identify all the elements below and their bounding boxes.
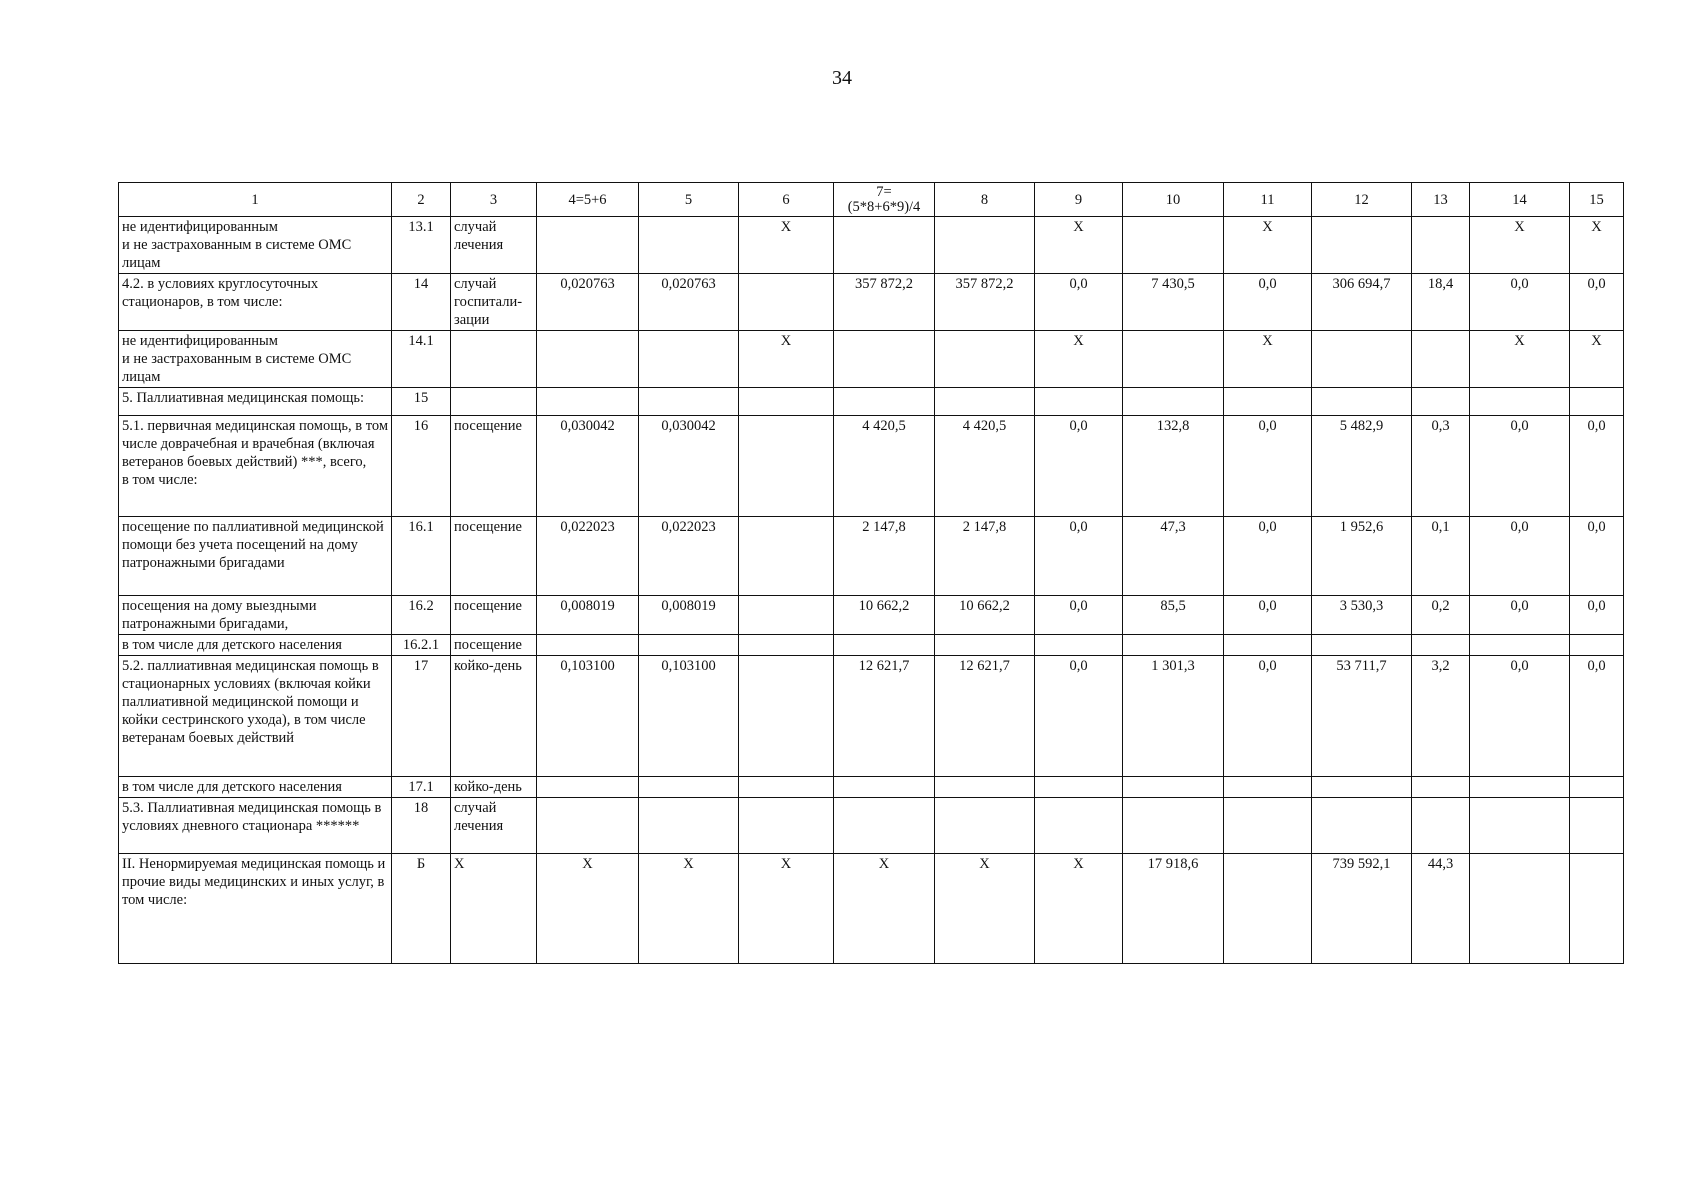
table-cell: 0,103100 [537, 656, 639, 777]
table-cell [1312, 331, 1412, 388]
column-header-7: 7= (5*8+6*9)/4 [834, 183, 935, 217]
table-row [119, 331, 1624, 388]
row-label-cell: в том числе для детского населения [119, 635, 392, 656]
table-cell [1224, 635, 1312, 656]
table-cell [537, 777, 639, 798]
table-cell [1470, 777, 1570, 798]
table-cell: 4 420,5 [935, 416, 1035, 517]
table-cell [1570, 777, 1624, 798]
table-cell: Х [1224, 331, 1312, 388]
table-cell: 0,0 [1570, 656, 1624, 777]
table-cell: Х [1570, 217, 1624, 274]
table-cell [1470, 854, 1570, 964]
table-cell [537, 331, 639, 388]
table-cell: Б [392, 854, 451, 964]
table-cell: случай лечения [451, 217, 537, 274]
table-cell: случай лечения [451, 798, 537, 854]
table-cell: 306 694,7 [1312, 274, 1412, 331]
row-label-cell: в том числе для детского населения [119, 777, 392, 798]
table-cell [739, 388, 834, 416]
table-cell [639, 217, 739, 274]
table-cell: Х [935, 854, 1035, 964]
table-cell: 2 147,8 [935, 517, 1035, 596]
table-cell: 0,0 [1224, 596, 1312, 635]
tariff-table [118, 182, 1624, 964]
column-header-10: 10 [1123, 183, 1224, 217]
table-cell: Х [537, 854, 639, 964]
table-cell: 0,0 [1035, 596, 1123, 635]
table-cell [834, 388, 935, 416]
table-cell: 12 621,7 [935, 656, 1035, 777]
table-cell [1470, 798, 1570, 854]
table-cell: 0,0 [1470, 416, 1570, 517]
table-cell [1035, 388, 1123, 416]
table-cell: Х [739, 331, 834, 388]
table-cell: 17.1 [392, 777, 451, 798]
table-cell: 3,2 [1412, 656, 1470, 777]
column-header-4: 4=5+6 [537, 183, 639, 217]
table-cell: 18,4 [1412, 274, 1470, 331]
table-cell: 0,1 [1412, 517, 1470, 596]
table-cell: 53 711,7 [1312, 656, 1412, 777]
table-cell [935, 635, 1035, 656]
table-cell [1123, 331, 1224, 388]
column-header-14: 14 [1470, 183, 1570, 217]
table-cell: 0,030042 [639, 416, 739, 517]
table-cell: 0,020763 [537, 274, 639, 331]
table-cell [1570, 635, 1624, 656]
table-row [119, 416, 1624, 517]
table-cell [1312, 777, 1412, 798]
table-cell: 17 918,6 [1123, 854, 1224, 964]
header-row [119, 183, 1624, 217]
table-cell [739, 596, 834, 635]
table-cell: 2 147,8 [834, 517, 935, 596]
table-cell: 17 [392, 656, 451, 777]
table-cell: 0,0 [1570, 416, 1624, 517]
table-cell [1412, 635, 1470, 656]
table-cell: койко-день [451, 777, 537, 798]
table-cell [739, 274, 834, 331]
column-header-8: 8 [935, 183, 1035, 217]
table-cell [1224, 388, 1312, 416]
table-row [119, 596, 1624, 635]
table-cell [935, 777, 1035, 798]
table-cell: 3 530,3 [1312, 596, 1412, 635]
column-header-12: 12 [1312, 183, 1412, 217]
table-cell [1123, 635, 1224, 656]
table-cell [1035, 798, 1123, 854]
table-row [119, 656, 1624, 777]
table-cell: 0,0 [1035, 517, 1123, 596]
row-label-cell: 5.2. паллиативная медицинская помощь в стационарных условиях (включая койки паллиативной медицинской помощи и койки сестринского ухода), в том числе ветеранам боевых действий [119, 656, 392, 777]
table-cell: 0,008019 [639, 596, 739, 635]
table-cell [935, 331, 1035, 388]
table-cell [1224, 798, 1312, 854]
table-cell [1312, 217, 1412, 274]
table-cell: случай госпитали- зации [451, 274, 537, 331]
table-row [119, 217, 1624, 274]
table-cell [1570, 854, 1624, 964]
column-header-6: 6 [739, 183, 834, 217]
table-cell [1123, 777, 1224, 798]
table-cell: 16.2 [392, 596, 451, 635]
table-cell: Х [639, 854, 739, 964]
table-cell: Х [451, 854, 537, 964]
table-cell: 357 872,2 [935, 274, 1035, 331]
table-cell [1123, 217, 1224, 274]
table-cell: посещение [451, 517, 537, 596]
table-cell: 0,008019 [537, 596, 639, 635]
table-cell [1312, 388, 1412, 416]
row-label-cell: посещение по паллиативной медицинской помощи без учета посещений на дому патронажными бригадами [119, 517, 392, 596]
table-cell [537, 217, 639, 274]
table-cell: 0,0 [1035, 656, 1123, 777]
table-cell: посещение [451, 596, 537, 635]
table-cell [834, 331, 935, 388]
table-cell: 14.1 [392, 331, 451, 388]
table-cell [1470, 388, 1570, 416]
table-cell [1224, 854, 1312, 964]
table-cell: 14 [392, 274, 451, 331]
table-cell [1312, 798, 1412, 854]
table-cell: Х [1035, 217, 1123, 274]
table-cell: 0,0 [1570, 274, 1624, 331]
table-cell [451, 331, 537, 388]
table-cell [739, 635, 834, 656]
table-cell: 5 482,9 [1312, 416, 1412, 517]
table-cell: Х [1570, 331, 1624, 388]
table-cell: 12 621,7 [834, 656, 935, 777]
table-cell [1123, 388, 1224, 416]
table-body [119, 217, 1624, 964]
row-label-cell: не идентифицированным и не застрахованным в системе ОМС лицам [119, 217, 392, 274]
table-cell: 10 662,2 [935, 596, 1035, 635]
table-cell [537, 388, 639, 416]
table-cell [1123, 798, 1224, 854]
table-cell [935, 798, 1035, 854]
table-cell: 7 430,5 [1123, 274, 1224, 331]
table-cell: Х [1035, 331, 1123, 388]
table-cell: посещение [451, 635, 537, 656]
table-cell [639, 777, 739, 798]
table-cell [739, 416, 834, 517]
table-cell: посещение [451, 416, 537, 517]
page-number: 34 [832, 67, 852, 89]
table-cell [1470, 635, 1570, 656]
table-cell [834, 217, 935, 274]
row-label-cell: 5.3. Паллиативная медицинская помощь в условиях дневного стационара ****** [119, 798, 392, 854]
table-cell: 1 301,3 [1123, 656, 1224, 777]
table-cell [451, 388, 537, 416]
table-cell: 1 952,6 [1312, 517, 1412, 596]
table-cell: 0,0 [1470, 656, 1570, 777]
table-cell: 0,0 [1224, 274, 1312, 331]
table-cell: 44,3 [1412, 854, 1470, 964]
table-cell: 0,030042 [537, 416, 639, 517]
row-label-cell: 4.2. в условиях круглосуточных стационаров, в том числе: [119, 274, 392, 331]
table-cell: 47,3 [1123, 517, 1224, 596]
table-cell: 0,0 [1224, 656, 1312, 777]
table-cell: 85,5 [1123, 596, 1224, 635]
table-cell: Х [1224, 217, 1312, 274]
table-row [119, 635, 1624, 656]
table-cell [935, 217, 1035, 274]
table-row [119, 798, 1624, 854]
table-cell [834, 777, 935, 798]
table-cell [1312, 635, 1412, 656]
table-cell [935, 388, 1035, 416]
table-cell [834, 635, 935, 656]
table-cell [834, 798, 935, 854]
table-cell: 0,3 [1412, 416, 1470, 517]
column-header-1: 1 [119, 183, 392, 217]
table-cell: 15 [392, 388, 451, 416]
table-cell [1570, 798, 1624, 854]
table-cell: 0,0 [1470, 274, 1570, 331]
table-cell: 0,020763 [639, 274, 739, 331]
table-cell: Х [1470, 331, 1570, 388]
table-cell: 0,022023 [537, 517, 639, 596]
table-cell: Х [1470, 217, 1570, 274]
table-cell: Х [739, 217, 834, 274]
table-row [119, 777, 1624, 798]
table-cell [639, 388, 739, 416]
table-cell: 0,0 [1570, 517, 1624, 596]
table-cell [1570, 388, 1624, 416]
table-cell [739, 777, 834, 798]
table-cell: 0,2 [1412, 596, 1470, 635]
table-cell [1412, 777, 1470, 798]
table-cell: 0,0 [1224, 517, 1312, 596]
table-cell: 0,0 [1035, 274, 1123, 331]
table-cell [739, 798, 834, 854]
table-cell: 18 [392, 798, 451, 854]
column-header-13: 13 [1412, 183, 1470, 217]
table-cell [739, 517, 834, 596]
table-cell: 0,0 [1470, 596, 1570, 635]
table-cell: 132,8 [1123, 416, 1224, 517]
table-cell: Х [739, 854, 834, 964]
table-cell [537, 635, 639, 656]
table-cell: 0,0 [1570, 596, 1624, 635]
row-label-cell: не идентифицированным и не застрахованным в системе ОМС лицам [119, 331, 392, 388]
table-cell: 0,0 [1224, 416, 1312, 517]
table-cell [1412, 217, 1470, 274]
table-cell: 0,103100 [639, 656, 739, 777]
table-row [119, 854, 1624, 964]
row-label-cell: II. Ненормируемая медицинская помощь и прочие виды медицинских и иных услуг, в том числе: [119, 854, 392, 964]
table-cell [537, 798, 639, 854]
table-cell: 16 [392, 416, 451, 517]
row-label-cell: 5.1. первичная медицинская помощь, в том числе доврачебная и врачебная (включая ветеранов боевых действий) ***, всего, в том числе: [119, 416, 392, 517]
table-cell: 4 420,5 [834, 416, 935, 517]
table-cell: Х [1035, 854, 1123, 964]
table-row [119, 517, 1624, 596]
table-cell [639, 798, 739, 854]
column-header-2: 2 [392, 183, 451, 217]
table-cell: 16.2.1 [392, 635, 451, 656]
table-row [119, 274, 1624, 331]
row-label-cell: 5. Паллиативная медицинская помощь: [119, 388, 392, 416]
table-cell [1412, 331, 1470, 388]
table-cell: 739 592,1 [1312, 854, 1412, 964]
table-row [119, 388, 1624, 416]
table-cell [1224, 777, 1312, 798]
table-cell [639, 331, 739, 388]
table-cell: 0,022023 [639, 517, 739, 596]
table-cell [639, 635, 739, 656]
table-cell [1412, 798, 1470, 854]
column-header-15: 15 [1570, 183, 1624, 217]
row-label-cell: посещения на дому выездными патронажными бригадами, [119, 596, 392, 635]
table-cell [1035, 635, 1123, 656]
table-cell: 13.1 [392, 217, 451, 274]
table-cell: 357 872,2 [834, 274, 935, 331]
table-cell [739, 656, 834, 777]
table-cell [1412, 388, 1470, 416]
table-cell: койко-день [451, 656, 537, 777]
table-cell [1035, 777, 1123, 798]
table-cell: 10 662,2 [834, 596, 935, 635]
column-header-9: 9 [1035, 183, 1123, 217]
table-cell: 16.1 [392, 517, 451, 596]
column-header-3: 3 [451, 183, 537, 217]
table-cell: 0,0 [1470, 517, 1570, 596]
column-header-5: 5 [639, 183, 739, 217]
table-cell: 0,0 [1035, 416, 1123, 517]
column-header-11: 11 [1224, 183, 1312, 217]
table-cell: Х [834, 854, 935, 964]
